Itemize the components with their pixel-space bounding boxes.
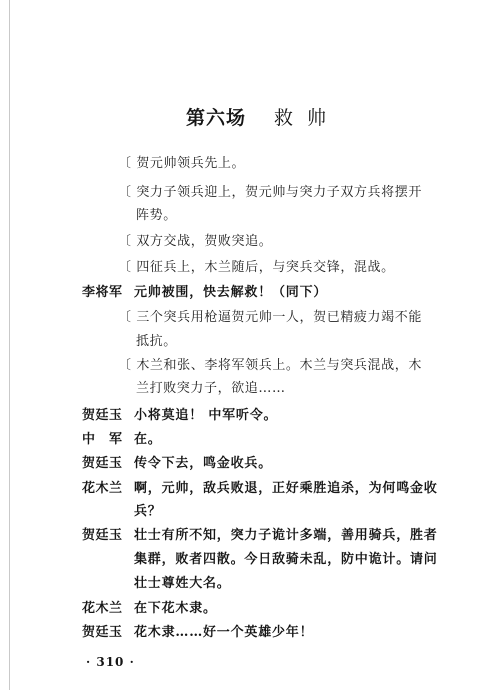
speaker-name: 贺廷玉 — [82, 528, 123, 543]
stage-direction: 〔 四征兵上，木兰随后，与突兵交锋，混战。 — [118, 260, 395, 275]
dialogue-line-continued: 壮士尊姓大名。 — [134, 576, 231, 591]
dialogue-line: 传令下去，鸣金收兵。 — [134, 456, 273, 471]
dialogue-line: 壮士有所不知，突力子诡计多端，善用骑兵，胜者 — [134, 528, 438, 543]
stage-direction: 〔 突力子领兵迎上，贺元帅与突力子双方兵将摆开 — [118, 185, 422, 200]
stage-direction: 〔 木兰和张、李将军领兵上。木兰与突兵混战，木 — [118, 358, 422, 373]
dialogue-line: 在。 — [134, 432, 162, 447]
scene-heading — [0, 103, 490, 133]
stage-direction-continued: 抵抗。 — [136, 334, 177, 349]
speaker-name: 花木兰 — [82, 601, 123, 616]
stage-direction: 〔 双方交战，贺败突追。 — [118, 234, 273, 249]
page-number: · 310 · — [86, 655, 135, 669]
scene-name: 救帅 — [274, 107, 341, 129]
speaker-name: 贺廷玉 — [82, 408, 123, 423]
speaker-name: 李将军 — [82, 285, 123, 300]
stage-direction-continued: 阵势。 — [136, 208, 177, 223]
stage-direction: 〔 贺元帅领兵先上。 — [118, 156, 246, 171]
dialogue-line: 小将莫追！ 中军听令。 — [134, 408, 278, 423]
dialogue-line-continued: 集群，败者四散。今日敌骑未乱，防中诡计。请问 — [134, 552, 438, 567]
speaker-name: 花木兰 — [82, 481, 123, 496]
dialogue-line: 在下花木隶。 — [134, 601, 217, 616]
dialogue-line-continued: 兵？ — [134, 504, 162, 519]
scene-number: 第六场 — [186, 107, 247, 129]
dialogue-line: 花木隶……好一个英雄少年！ — [134, 625, 314, 640]
stage-direction: 〔 三个突兵用枪逼贺元帅一人，贺已精疲力竭不能 — [118, 310, 422, 325]
dialogue-line: 啊，元帅，敌兵败退，正好乘胜追杀，为何鸣金收 — [134, 481, 438, 496]
speaker-name: 中军 — [82, 432, 137, 447]
speaker-name: 贺廷玉 — [82, 625, 123, 640]
speaker-name: 贺廷玉 — [82, 456, 123, 471]
dialogue-line: 元帅被围，快去解救！（同下） — [134, 285, 328, 300]
stage-direction-continued: 兰打败突力子，欲追…… — [136, 381, 286, 396]
